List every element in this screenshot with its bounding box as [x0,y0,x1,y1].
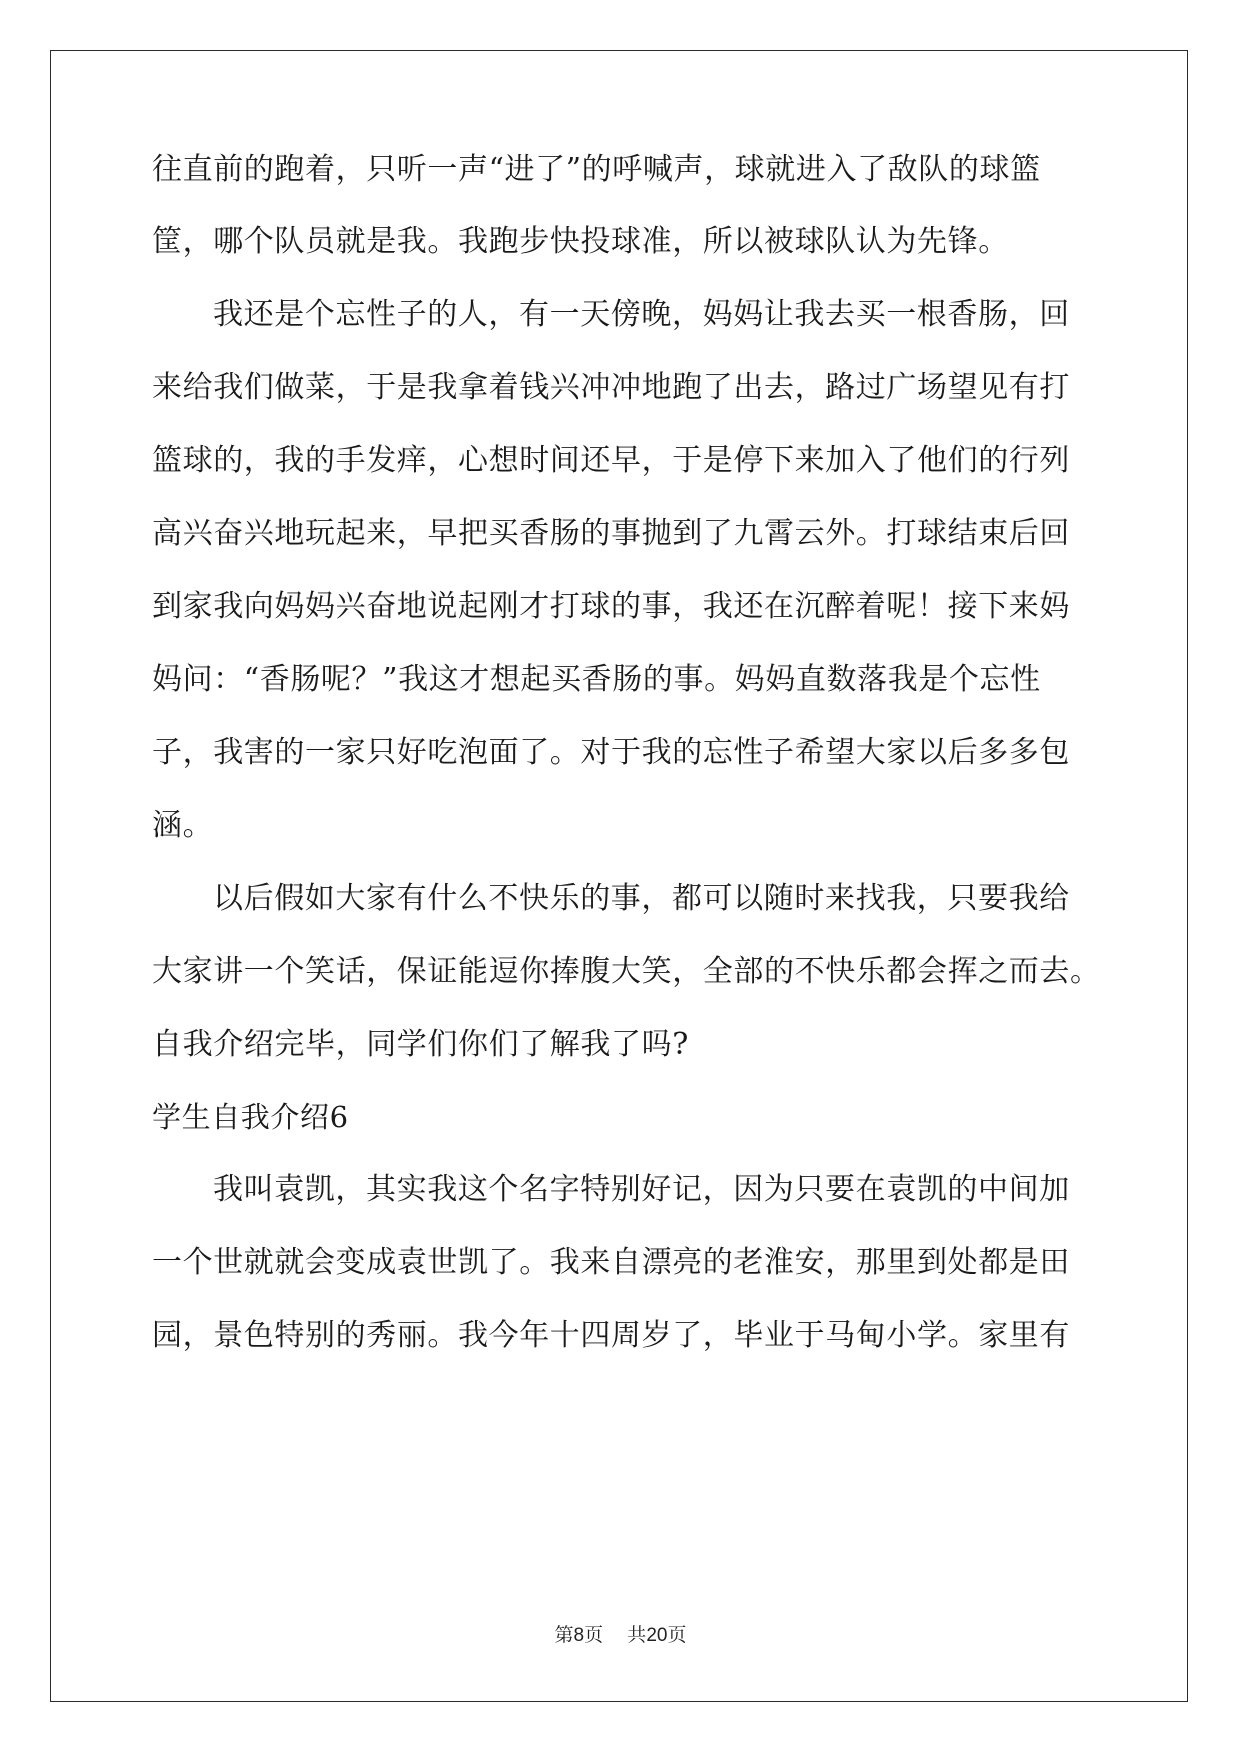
body-text-line: 篮球的，我的手发痒，心想时间还早，于是停下来加入了他们的行列 [152,443,1070,478]
footer-total-suffix: 页 [667,1624,687,1646]
body-text-line: 妈问：“香肠呢？”我这才想起买香肠的事。妈妈直数落我是个忘性 [152,662,1041,697]
page-footer [0,1623,1241,1648]
footer-prefix: 第 [554,1624,574,1646]
body-text-line: 往直前的跑着，只听一声“进了”的呼喊声，球就进入了敌队的球篮 [152,152,1041,187]
body-text-line: 来给我们做菜，于是我拿着钱兴冲冲地跑了出去，路过广场望见有打 [152,370,1070,405]
body-text-line: 园，景色特别的秀丽。我今年十四周岁了，毕业于马甸小学。家里有 [152,1318,1070,1353]
body-text-line: 我还是个忘性子的人，有一天傍晚，妈妈让我去买一根香肠，回 [213,297,1070,332]
section-heading: 学生自我介绍6 [152,1100,349,1134]
body-text-line: 高兴奋兴地玩起来，早把买香肠的事抛到了九霄云外。打球结束后回 [152,516,1070,551]
body-text-line: 一个世就就会变成袁世凯了。我来自漂亮的老淮安，那里到处都是田 [152,1245,1070,1280]
footer-total-prefix: 共 [627,1624,647,1646]
body-text-line: 我叫袁凯，其实我这个名字特别好记，因为只要在袁凯的中间加 [213,1172,1070,1207]
body-text-line: 大家讲一个笑话，保证能逗你捧腹大笑，全部的不快乐都会挥之而去。 [152,954,1101,989]
body-text-line: 以后假如大家有什么不快乐的事，都可以随时来找我，只要我给 [213,881,1070,916]
body-text-line: 涵。 [152,808,214,843]
body-text-line: 筐，哪个队员就是我。我跑步快投球准，所以被球队认为先锋。 [152,224,1009,259]
body-text-line: 子，我害的一家只好吃泡面了。对于我的忘性子希望大家以后多多包 [152,735,1070,770]
body-text-line: 自我介绍完毕，同学们你们了解我了吗? [152,1027,689,1062]
footer-page-suffix: 页 [584,1624,604,1646]
page-number: 8 [573,1625,585,1646]
total-pages: 20 [646,1625,668,1646]
body-text-line: 到家我向妈妈兴奋地说起刚才打球的事，我还在沉醉着呢！接下来妈 [152,589,1070,624]
